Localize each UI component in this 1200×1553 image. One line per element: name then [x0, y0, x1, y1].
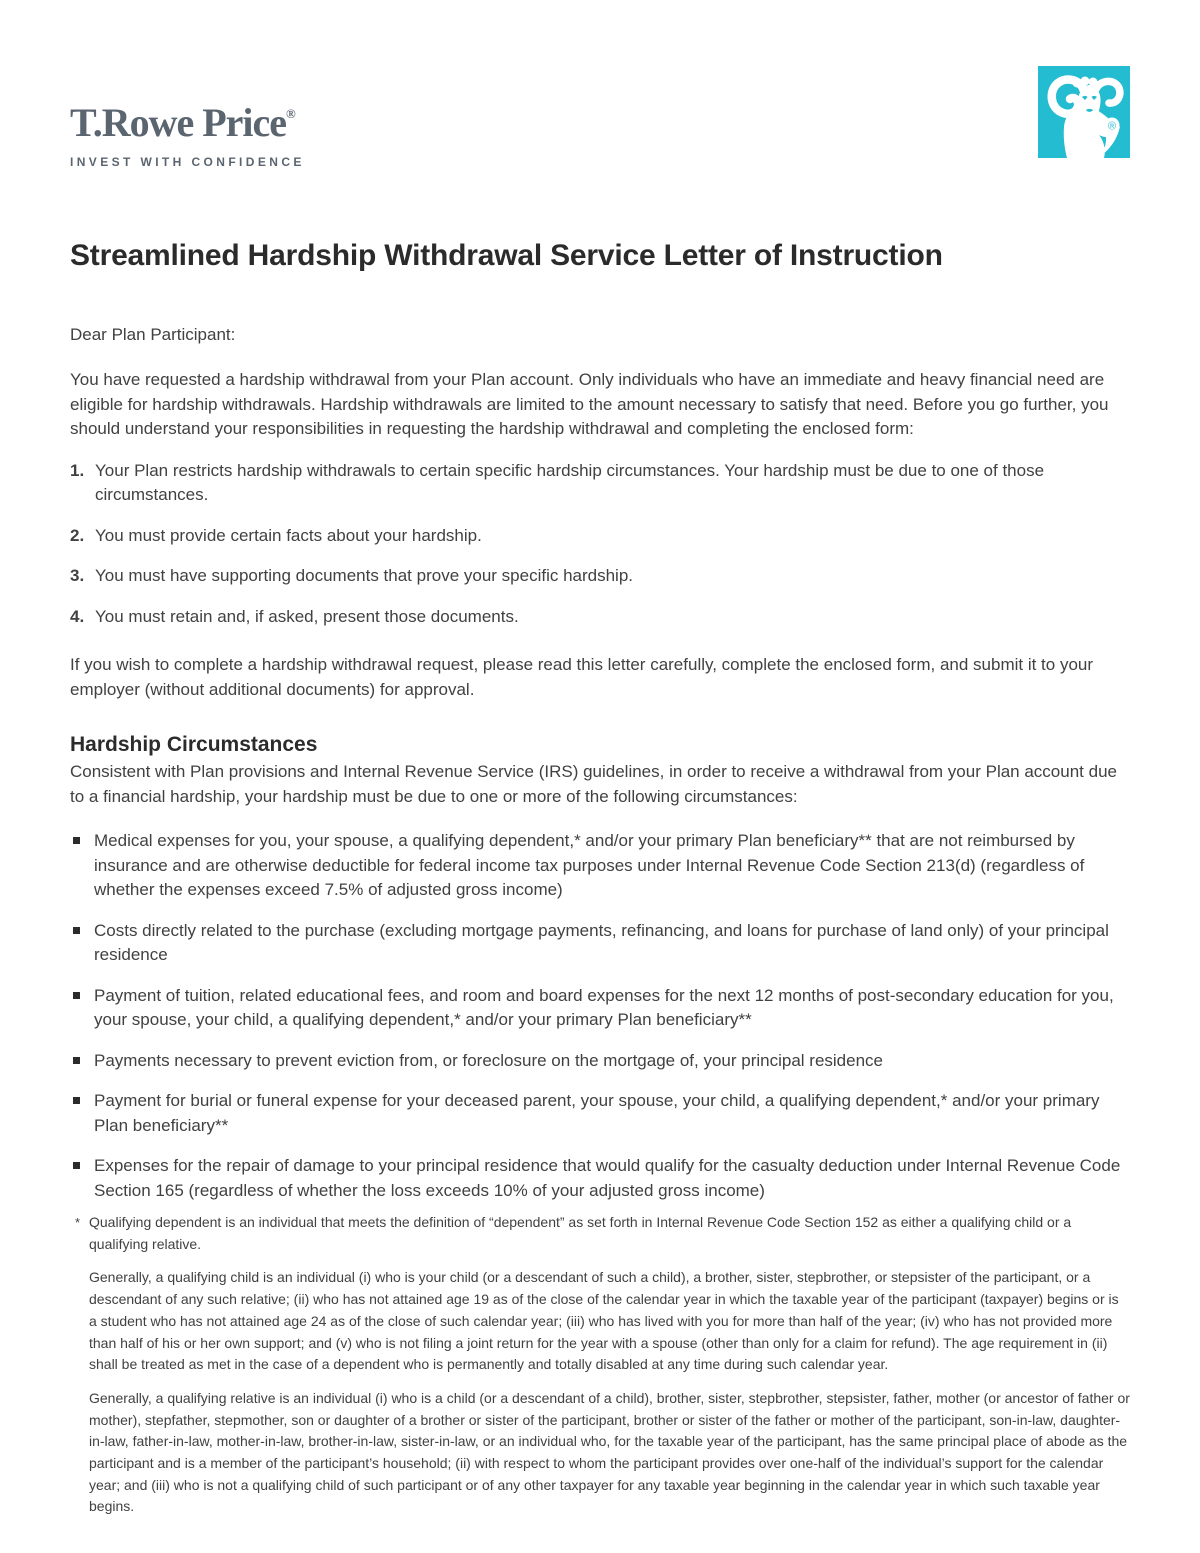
bullet-text: Medical expenses for you, your spouse, a qualifying dependent,* and/or your primary Plan beneficiary** that are not reimbursed by insurance and are otherwise deductible for federal income tax purposes under Internal Revenue Code Section 213(d) (regardless of whether the expenses exceed 7.5% of adjusted gross income)	[94, 831, 1085, 899]
bullet-text: Costs directly related to the purchase (excluding mortgage payments, refinancing, and loans for purchase of land only) of your principal residence	[94, 920, 1109, 964]
footnote-qualifying-dependent	[70, 1212, 1130, 1255]
closing-paragraph: If you wish to complete a hardship withdrawal request, please read this letter carefully, complete the enclosed form, and submit it to your employer (without additional documents) for approval.	[70, 655, 1094, 699]
footnote-qualifying-child: Generally, a qualifying child is an individual (i) who is your child (or a descendant of such a child), a brother, sister, stepbrother, or stepsister of the participant, or a descendant of any such relative; (ii) who has not attained age 19 as of the close of the calendar year in which the taxable year of the participant (taxpayer) begins or is a student who has not attained age 24 as of the close of such calendar year; (iii) who has lived with you for more than half of the year; (iv) who has not provided more than half of his or her own support; and (v) who is not filing a joint return for the year with a spouse (other than only for a claim for refund). The age requirement in (ii) shall be treated as met in the case of a dependent who is permanently and totally disabled at any time during such calendar year.	[89, 1269, 1119, 1373]
brand-name-text: T.Rowe Price	[70, 100, 287, 145]
bullet-item	[70, 829, 1130, 903]
bullet-text: Expenses for the repair of damage to your principal residence that would qualify for the casualty deduction under Internal Revenue Code Section 165 (regardless of whether the loss exceeds 10% of your adjusted gross income)	[94, 1156, 1121, 1200]
ram-head-icon	[1038, 66, 1130, 158]
item-text: Your Plan restricts hardship withdrawals to certain specific hardship circumstances. Your hardship must be due to one of those circumstances.	[95, 460, 1045, 504]
bullet-text: Payment for burial or funeral expense for your deceased parent, your spouse, your child, a qualifying dependent,* and/or your primary Plan beneficiary**	[94, 1091, 1100, 1135]
item-number: 4.	[70, 606, 85, 626]
section-intro: Consistent with Plan provisions and Internal Revenue Service (IRS) guidelines, in order to receive a withdrawal from your Plan account due to a financial hardship, your hardship must be due to one or more of the following circumstances:	[70, 762, 1117, 806]
bullet-square-icon	[73, 837, 80, 844]
intro-paragraph: You have requested a hardship withdrawal from your Plan account. Only individuals who have an immediate and heavy financial need are eligible for hardship withdrawals. Hardship withdrawals are limited to the amount necessary to satisfy that need. Before you go further, you should understand your responsibilities in requesting the hardship withdrawal and completing the enclosed form:	[70, 370, 1109, 438]
bullet-item	[70, 1049, 1130, 1074]
numbered-item	[70, 459, 1130, 508]
item-text: You must provide certain facts about your hardship.	[95, 525, 482, 545]
ram-registered-mark: ®	[1107, 120, 1117, 133]
ram-head-logo-svg	[1038, 66, 1130, 158]
registered-mark: ®	[286, 106, 296, 121]
bullet-text: Payment of tuition, related educational fees, and room and board expenses for the next 12 months of post-secondary education for you, your spouse, your child, a qualifying dependent,* and/or your primary Plan beneficiary**	[94, 985, 1114, 1029]
bullet-item	[70, 1154, 1130, 1203]
salutation: Dear Plan Participant:	[70, 324, 236, 344]
footnote-text: Qualifying dependent is an individual that meets the definition of “dependent” as set forth in Internal Revenue Code Section 152 as either a qualifying child or a qualifying relative.	[89, 1214, 1072, 1252]
bullet-item	[70, 919, 1130, 968]
item-text: You must retain and, if asked, present those documents.	[95, 606, 519, 626]
numbered-list	[70, 459, 1130, 630]
bullet-square-icon	[73, 992, 80, 999]
letterhead	[70, 66, 1130, 175]
item-number: 3.	[70, 566, 85, 585]
document-title: Streamlined Hardship Withdrawal Service Letter of Instruction	[70, 238, 943, 272]
numbered-item	[70, 564, 1130, 589]
footnote-qualifying-relative: Generally, a qualifying relative is an individual (i) who is a child (or a descendant of a child), brother, sister, stepbrother, stepsister, father, mother (or ancestor of father or mother), stepfather, stepmother, son or daughter of a brother or sister of the participant, brother or sister of the father or mother of the participant, son-in-law, daughter-in-law, father-in-law, mother-in-law, brother-in-law, sister-in-law, or an individual who, for the taxable year of the participant, has the same principal place of abode as the participant and is a member of the participant’s household; (ii) with respect to whom the participant provides over one-half of the individual’s support for the calendar year; and (iii) who is not a qualifying child of such participant or of any other taxpayer for any taxable year beginning in the calendar year in which such taxable year begins.	[89, 1389, 1130, 1515]
bullet-square-icon	[73, 927, 80, 934]
brand-tagline: INVEST WITH CONFIDENCE	[70, 155, 305, 169]
item-text: You must have supporting documents that prove your specific hardship.	[95, 566, 634, 585]
trowe-price-logo	[70, 94, 305, 175]
numbered-item	[70, 605, 1130, 630]
brand-wordmark	[70, 94, 305, 143]
bullet-square-icon	[73, 1097, 80, 1104]
bullet-text: Payments necessary to prevent eviction from, or foreclosure on the mortgage of, your principal residence	[94, 1050, 883, 1070]
item-number: 2.	[70, 525, 85, 545]
item-number: 1.	[70, 460, 85, 480]
numbered-item	[70, 524, 1130, 549]
bullet-square-icon	[73, 1057, 80, 1064]
bullet-item	[70, 1089, 1130, 1138]
bullet-item	[70, 984, 1130, 1033]
section-heading: Hardship Circumstances	[70, 733, 318, 756]
bullet-list	[70, 829, 1130, 1203]
asterisk-marker: *	[75, 1215, 81, 1230]
footnotes	[70, 1212, 1130, 1518]
bullet-square-icon	[73, 1162, 80, 1169]
